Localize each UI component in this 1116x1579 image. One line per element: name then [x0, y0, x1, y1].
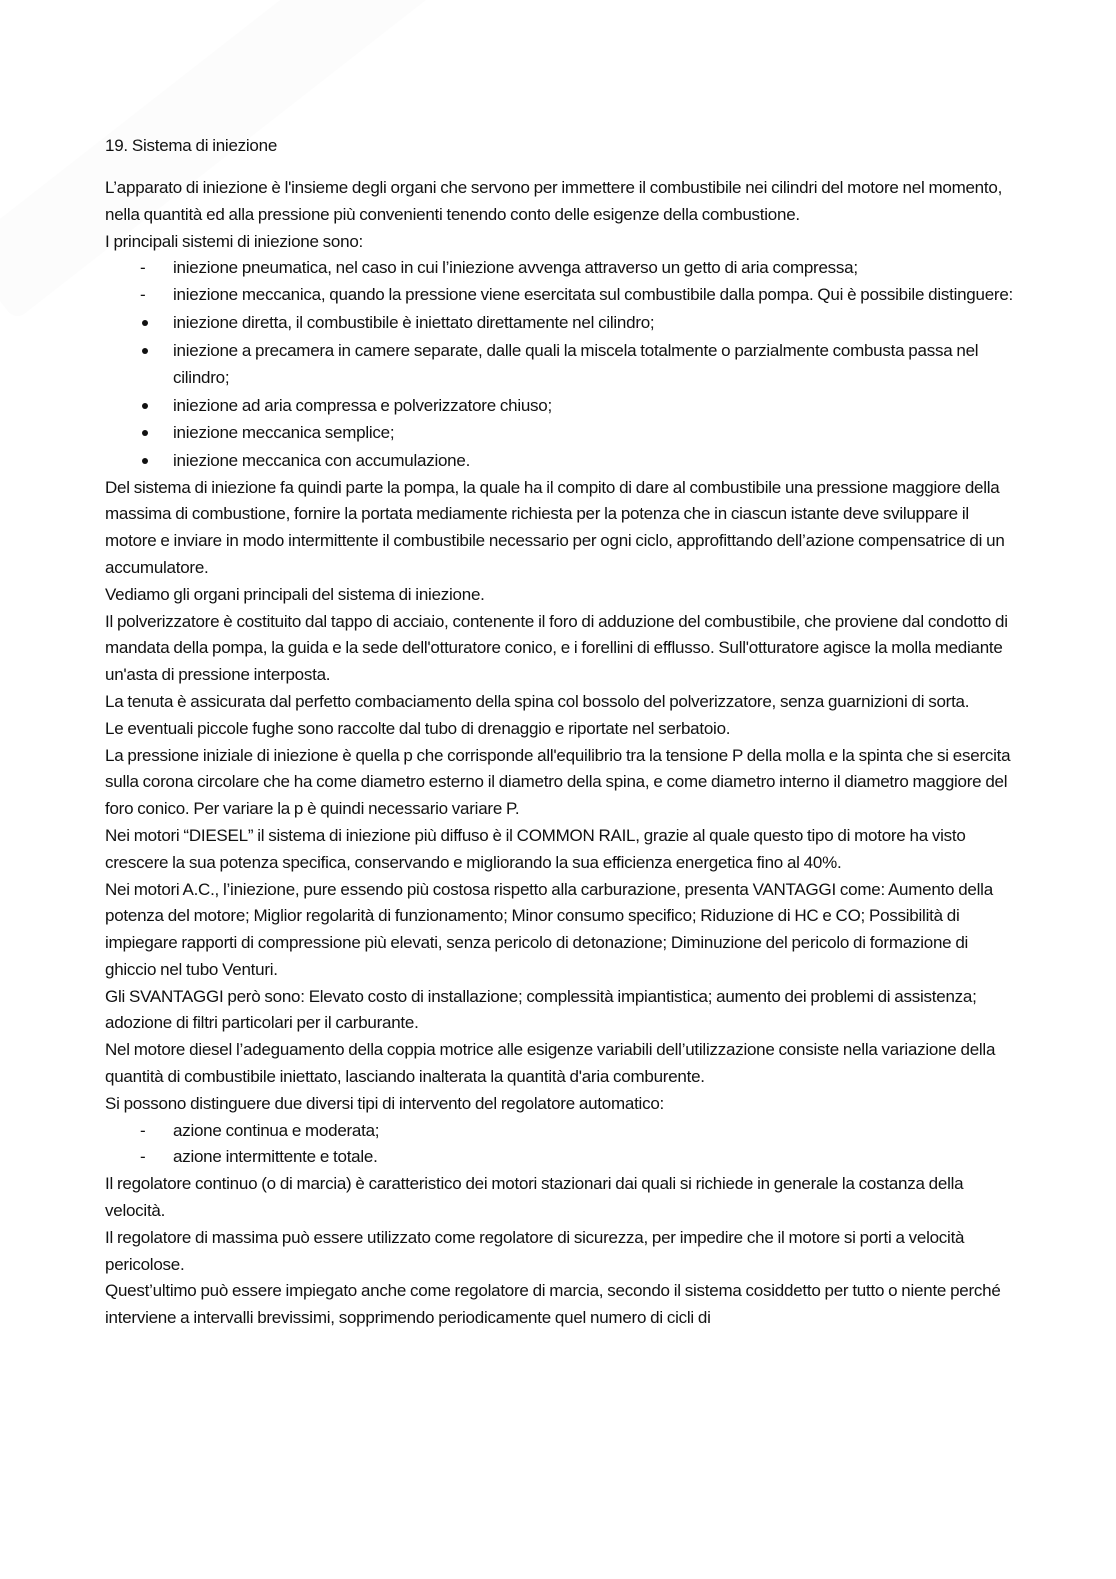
paragraph-intro: L’apparato di iniezione è l'insieme degli organi che servono per immettere il combustibile nei cilindri del motore nel momento, nella quantità ed alla pressione più convenienti tenendo conto delle esigenze della combustione.	[105, 178, 1003, 224]
list-item-text: iniezione a precamera in camere separate, dalle quali la miscela totalmente o parzialmente combusta passa nel cilindro;	[173, 340, 979, 388]
paragraph-max-regulator: Il regolatore di massima può essere utilizzato come regolatore di sicurezza, per impedire che il motore si porti a velocità pericolose.	[105, 1227, 965, 1274]
dash-marker-icon	[140, 1118, 160, 1145]
list-item-text: iniezione meccanica, quando la pressione viene esercitata sul combustibile dalla pompa. Qui è possibile distinguere:	[173, 285, 1014, 305]
paragraph-regulator-types-lead: Si possono distinguere due diversi tipi di intervento del regolatore automatico:	[105, 1093, 665, 1113]
paragraph-all-or-nothing: Quest’ultimo può essere impiegato anche come regolatore di marcia, secondo il sistema cosiddetto per tutto o niente perché interviene a intervalli brevissimi, sopprimendo periodicamente quel numero di cicli di	[105, 1281, 1001, 1328]
paragraph-leaks: Le eventuali piccole fughe sono raccolte dal tubo di drenaggio e riportate nel serbatoio.	[105, 718, 731, 738]
list-item-text: iniezione meccanica con accumulazione.	[173, 450, 471, 470]
paragraph-common-rail: Nei motori “DIESEL” il sistema di iniezione più diffuso è il COMMON RAIL, grazie al quale questo tipo di motore ha visto crescere la sua potenza specifica, conservando e migliorando la sua efficienza energetica fino al 40%.	[105, 825, 966, 872]
section-title: 19. Sistema di iniezione	[105, 136, 278, 155]
paragraph-torque-adjustment: Nel motore diesel l’adeguamento della coppia motrice alle esigenze variabili dell’utilizzazione consiste nella variazione della quantità di combustibile iniettato, lasciando inalterata la quantità d'aria comburente.	[105, 1040, 996, 1087]
paragraph-initial-pressure: La pressione iniziale di iniezione è quella p che corrisponde all'equilibrio tra la tensione P della molla e la spinta che si esercita sulla corona circolare che ha come diametro esterno il diametro della spina, e come diametro interno il diametro maggiore del foro conico. Per variare la p è quindi necessario variare P.	[105, 745, 1011, 819]
injection-systems-list	[105, 255, 1015, 474]
paragraph-continuous-regulator: Il regolatore continuo (o di marcia) è caratteristico dei motori stazionari dai quali si richiede in generale la costanza della velocità.	[105, 1174, 964, 1221]
paragraph-atomizer: Il polverizzatore è costituito dal tappo di acciaio, contenente il foro di adduzione del combustibile, che proviene dal condotto di mandata della pompa, la guida e la sede dell'otturatore conico, e i forellini di efflusso. Sull'otturatore agisce la molla mediante un'asta di pressione interposta.	[105, 611, 1008, 685]
list-item	[105, 1118, 1015, 1145]
document-page	[105, 132, 1015, 1332]
paragraph-advantages: Nei motori A.C., l’iniezione, pure essendo più costosa rispetto alla carburazione, presenta VANTAGGI come: Aumento della potenza del motore; Miglior regolarità di funzionamento; Minor consumo specifico; Riduzione di HC e CO; Possibilità di impiegare rapporti di compressione più elevati, senza pericolo di detonazione; Diminuzione del pericolo di formazione di ghiccio nel tubo Venturi.	[105, 879, 993, 979]
paragraph-disadvantages: Gli SVANTAGGI però sono: Elevato costo di installazione; complessità impiantistica; aumento dei problemi di assistenza; adozione di filtri particolari per il carburante.	[105, 986, 977, 1033]
list-item-text: iniezione diretta, il combustibile è iniettato direttamente nel cilindro;	[173, 312, 655, 332]
list-item	[105, 419, 1015, 447]
list-item	[105, 309, 1015, 337]
list-item-text: iniezione meccanica semplice;	[173, 423, 395, 443]
regulator-action-list	[105, 1118, 1015, 1172]
dash-marker-icon	[140, 282, 160, 309]
list-item	[105, 447, 1015, 475]
paragraph-systems-lead: I principali sistemi di iniezione sono:	[105, 231, 363, 251]
list-item	[105, 255, 1015, 282]
paragraph-pump: Del sistema di iniezione fa quindi parte la pompa, la quale ha il compito di dare al combustibile una pressione maggiore della massima di combustione, fornire la portata mediamente richiesta per la potenza che in ciascun istante deve sviluppare il motore e inviare in modo intermittente il combustibile necessario per ogni ciclo, approfittando dell’azione compensatrice di un accumulatore.	[105, 477, 1005, 577]
list-item	[105, 392, 1015, 420]
list-item	[105, 337, 1015, 392]
paragraph-seal: La tenuta è assicurata dal perfetto combaciamento della spina col bossolo del polverizzatore, senza guarnizioni di sorta.	[105, 691, 970, 711]
list-item-text: iniezione ad aria compressa e polverizzatore chiuso;	[173, 395, 552, 415]
list-item	[105, 282, 1015, 309]
paragraph-organs: Vediamo gli organi principali del sistema di iniezione.	[105, 584, 485, 604]
list-item-text: azione continua e moderata;	[173, 1120, 380, 1140]
dash-marker-icon	[140, 255, 160, 282]
list-item-text: iniezione pneumatica, nel caso in cui l’iniezione avvenga attraverso un getto di aria compressa;	[173, 258, 858, 278]
list-item-text: azione intermittente e totale.	[173, 1147, 378, 1167]
list-item	[105, 1144, 1015, 1171]
dash-marker-icon	[140, 1144, 160, 1171]
